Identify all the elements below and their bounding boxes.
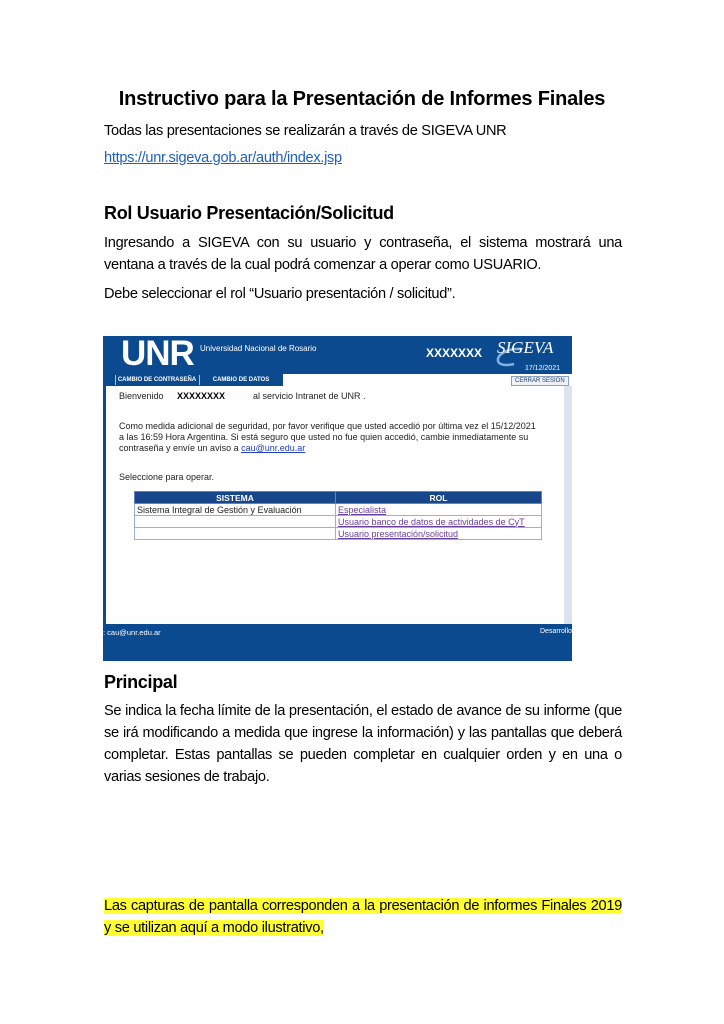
tab-change-password[interactable]: CAMBIO DE CONTRASEÑA <box>115 375 198 385</box>
role-link-banco-datos[interactable]: Usuario banco de datos de actividades de CyT <box>338 516 525 527</box>
screenshot-footer <box>103 624 572 661</box>
scrollbar[interactable] <box>564 386 572 624</box>
tab-change-data[interactable]: CAMBIO DE DATOS <box>199 375 282 385</box>
role-link-especialista[interactable]: Especialista <box>338 504 387 515</box>
security-email-link[interactable]: cau@unr.edu.ar <box>241 443 306 453</box>
note-paragraph <box>104 895 622 939</box>
footer-right-text: Desarrollo <box>540 628 572 635</box>
section-rol-paragraph: Ingresando a SIGEVA con su usuario y contraseña, el sistema mostrará una ventana a través de la cual podrá comenzar a operar como USUARIO. <box>104 235 622 273</box>
role-cell <box>336 528 542 540</box>
footer-email[interactable]: : cau@unr.edu.ar <box>103 628 161 637</box>
section-principal-paragraph: Se indica la fecha límite de la presentación, el estado de avance de su informe (que se irá modificando a medida que ingrese la información) y las pantallas que deberá completar. Estas pantallas se pueden completar en cualquier orden y en una o varias sesiones de trabajo. <box>104 703 622 785</box>
select-prompt: Seleccione para operar. <box>119 472 215 482</box>
role-link-presentacion[interactable]: Usuario presentación/solicitud <box>338 528 459 539</box>
system-cell-empty <box>135 516 336 528</box>
roles-table <box>134 491 542 540</box>
header-user: XXXXXXX <box>426 346 483 360</box>
system-cell: Sistema Integral de Gestión y Evaluación <box>135 504 336 516</box>
welcome-user: XXXXXXXX <box>177 391 226 401</box>
security-line-2: a las 16:59 Hora Argentina. Si está seguro que usted no fue quien accedió, cambie inmediatamente su <box>119 432 529 442</box>
welcome-prefix: Bienvenido <box>119 391 164 401</box>
welcome-suffix: al servicio Intranet de UNR . <box>253 391 366 401</box>
sigeva-screenshot <box>103 336 572 661</box>
highlighted-note: Las capturas de pantalla corresponden a la presentación de informes Finales 2019 y se utilizan aquí a modo ilustrativo, <box>104 898 622 936</box>
left-border <box>103 386 106 624</box>
role-cell <box>336 516 542 528</box>
logout-button[interactable]: CERRAR SESIÓN <box>511 376 569 386</box>
unr-logo: UNR <box>121 336 194 373</box>
table-row <box>135 528 542 540</box>
col-system-header: SISTEMA <box>135 492 336 504</box>
intro-text: Todas las presentaciones se realizarán a través de SIGEVA UNR <box>104 123 507 139</box>
header-date: 17/12/2021 <box>524 365 560 372</box>
section-heading-principal: Principal <box>104 672 178 692</box>
table-row <box>135 516 542 528</box>
system-cell-empty <box>135 528 336 540</box>
university-name: Universidad Nacional de Rosario <box>200 344 317 353</box>
section-heading-rol: Rol Usuario Presentación/Solicitud <box>104 203 394 223</box>
sigeva-link[interactable]: https://unr.sigeva.gob.ar/auth/index.jsp <box>104 150 342 166</box>
table-row <box>135 504 542 516</box>
role-cell <box>336 504 542 516</box>
page-title: Instructivo para la Presentación de Informes Finales <box>118 88 606 110</box>
section-rol-instruction: Debe seleccionar el rol “Usuario presentación / solicitud”. <box>104 286 456 302</box>
security-line-1: Como medida adicional de seguridad, por favor verifique que usted accedió por última vez el 15/12/2021 <box>119 421 536 431</box>
table-header-row <box>135 492 542 504</box>
security-line-3-text: contraseña y envíe un aviso a <box>119 443 239 453</box>
security-line-3 <box>119 443 305 454</box>
col-role-header: ROL <box>336 492 542 504</box>
sigeva-link-line <box>104 147 622 169</box>
sigeva-brand: SIGEVA <box>497 338 554 357</box>
